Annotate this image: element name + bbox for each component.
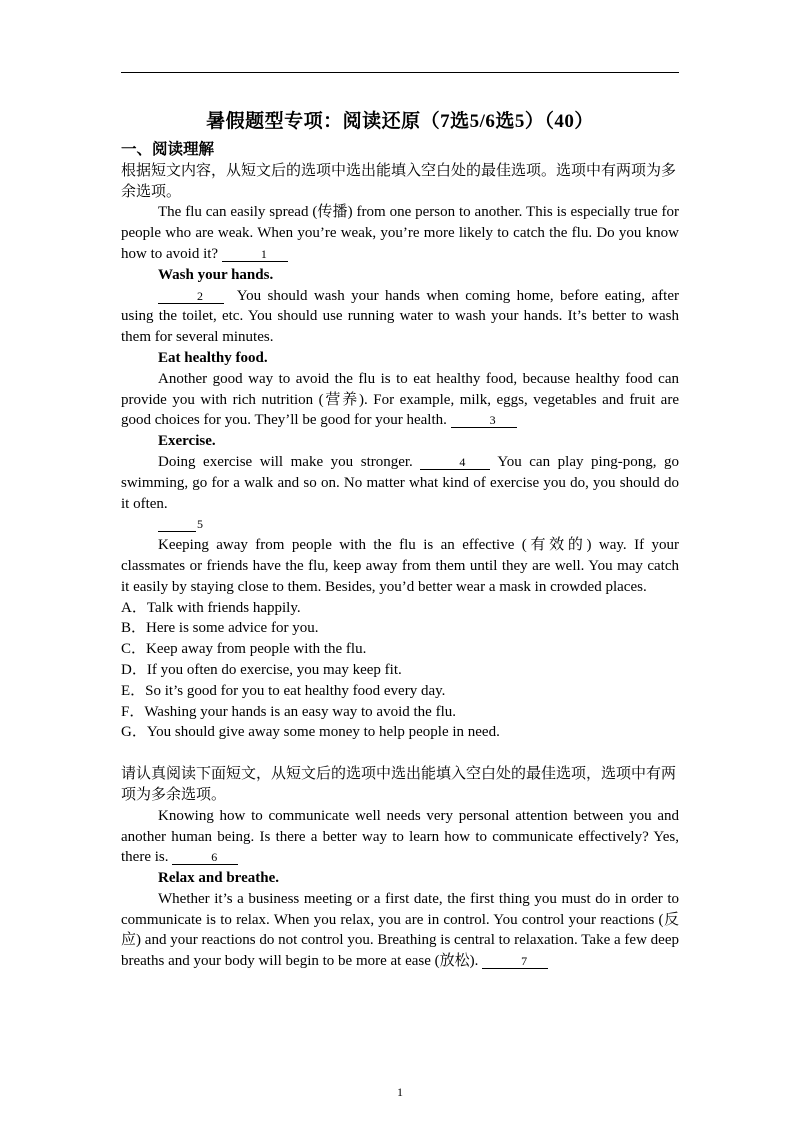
page-number: 1 [397,1085,403,1099]
header-rule [121,72,679,73]
passage1-paragraph-wash-text: You should wash your hands when coming home, before eating, after using the toilet, etc. You should use running water to wash your hands. It’s better to wash them for several minutes. [121,287,679,346]
option-a: A．Talk with friends happily. [121,599,301,616]
option-c: C．Keep away from people with the flu. [121,641,367,658]
page-title: 暑假题型专项：阅读还原（7选5/6选5）（40） [206,111,594,132]
passage1-heading-food: Eat healthy food. [158,349,268,366]
option-g: G．You should give away some money to help people in need. [121,724,500,741]
option-e: E．So it’s good for you to eat healthy food every day. [121,682,446,699]
option-d: D．If you often do exercise, you may keep fit. [121,661,402,678]
passage2-instruction: 请认真阅读下面短文，从短文后的选项中选出能填入空白处的最佳选项，选项中有两项为多余选项。 [121,766,677,803]
passage1-paragraph-exercise [121,452,679,514]
option-b: B．Here is some advice for you. [121,620,319,637]
passage1-paragraph-keepaway: Keeping away from people with the flu is an effective (有效的) way. If your classmates or friends have the flu, keep away from them until they are well. You may catch it easily by staying close to them. Besides, you’d better wear a mask in crowded places. [121,537,679,595]
passage1-heading-wash: Wash your hands. [158,266,274,283]
passage1-paragraph-exercise-text-a: Doing exercise will make you stronger. [158,453,413,470]
blank-6[interactable]: 6 [172,850,238,865]
passage1-heading-exercise: Exercise. [158,433,216,450]
section-gap [121,743,679,764]
blank-4[interactable]: 4 [420,455,490,470]
option-f: F．Washing your hands is an easy way to avoid the flu. [121,703,456,720]
passage2-heading-relax: Relax and breathe. [158,870,279,887]
blank-1[interactable]: 1 [222,247,288,262]
blank-7[interactable]: 7 [482,954,548,969]
document-body [121,140,679,972]
passage1-intro-text: The flu can easily spread (传播) from one person to another. This is especially true for people who are weak. When you’re weak, you’re more likely to catch the flu. Do you know how to avoid it? [121,204,679,262]
options-list [121,598,679,744]
passage1-paragraph-exercise-text-b: You can play ping-pong, go swimming, go for a walk and so on. No matter what kind of exercise you do, you should do it often. [121,453,680,512]
blank-2[interactable]: 2 [158,289,224,304]
section-heading: 一、阅读理解 [121,141,215,158]
blank-3[interactable]: 3 [451,413,517,428]
passage2-paragraph-relax [121,889,679,972]
blank-5[interactable]: 5 [158,517,196,532]
passage1-intro [121,202,679,264]
passage1-paragraph-food-text: Another good way to avoid the flu is to eat healthy food, because healthy food can provide you with rich nutrition (营养). For example, milk, eggs, vegetables and fruit are good choices for you. They’ll be good for your health. [121,370,679,429]
passage1-paragraph-food [121,369,679,431]
passage2-paragraph-relax-text: Whether it’s a business meeting or a first date, the first thing you must do in order to communicate is to relax. When you relax, you are in control. You control your reactions (反应) and your reactions do not control you. Breathing is central to relaxation. Take a few deep breaths and your body will begin to be more at ease (放松). [121,890,679,970]
passage1-paragraph-wash [121,286,679,348]
passage2-intro-text: Knowing how to communicate well needs very personal attention between you and another human being. Is there a better way to learn how to communicate effectively? Yes, there is. [121,807,679,866]
passage2-intro [121,806,679,868]
passage1-blank5-line [121,514,679,535]
passage1-instruction: 根据短文内容，从短文后的选项中选出能填入空白处的最佳选项。选项中有两项为多余选项。 [121,162,677,200]
